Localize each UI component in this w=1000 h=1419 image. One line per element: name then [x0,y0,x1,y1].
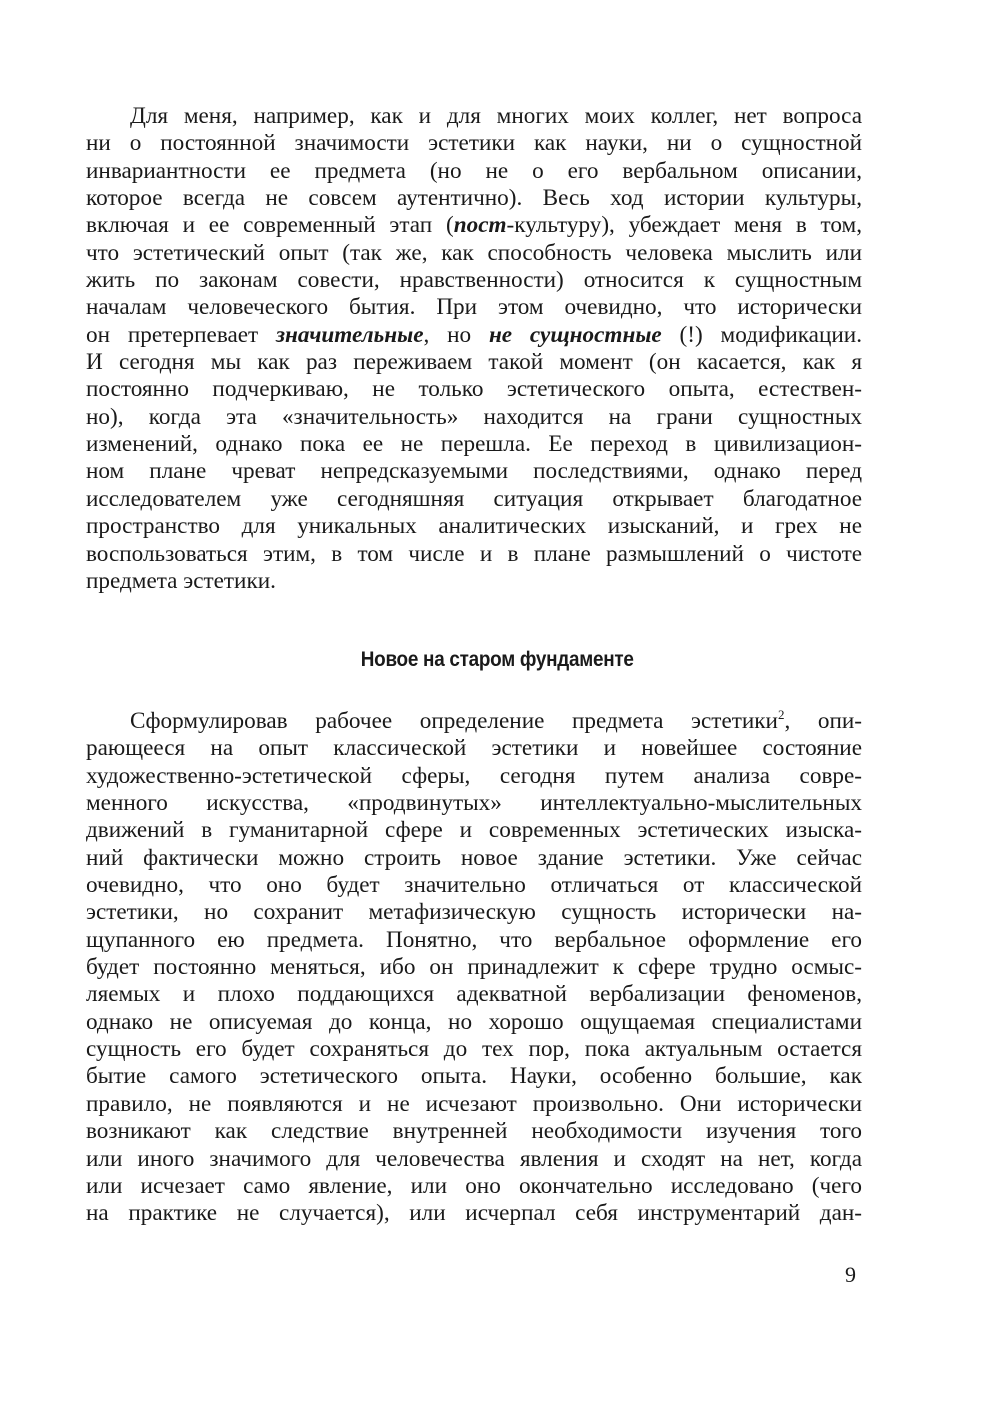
text-line: эстетики, но сохранит метафизическую сущность исторически на- [86,899,862,926]
page-number: 9 [845,1262,856,1287]
text-line: возникают как следствие внутренней необходимости изучения того [86,1118,862,1145]
text-line: правило, не появляются и не исчезают произвольно. Они исторически [86,1090,862,1117]
text-segment: , опи- [784,708,862,734]
text-line: которое всегда не совсем аутентично). Весь ход истории культуры, [86,185,862,212]
text-segment: (!) модификации. [661,321,862,348]
text-segment: он претерпевает [86,321,277,348]
text-segment: Сформулировав рабочее определение предмета эстетики [130,708,778,734]
text-line: ляемых и плохо поддающихся адекватной вербализации феноменов, [86,981,862,1008]
emphasis-text: значительные [276,321,424,348]
emphasis-text: не сущностные [488,321,662,348]
text-segment: -культуру), убеждает меня в том, [506,212,862,239]
text-line [86,708,862,735]
text-line: И сегодня мы как раз переживаем такой момент (он касается, как я [86,349,862,376]
text-line: но), когда эта «значительность» находится на грани сущностных [86,403,862,430]
text-line: Для меня, например, как и для многих моих коллег, нет вопроса [130,103,862,129]
text-line: исследователем уже сегодняшняя ситуация открывает благодатное [86,485,862,512]
text-line: жить по законам совести, нравственности) относится к сущностным [86,267,862,294]
text-line: щупанного ею предмета. Понятно, что вербальное оформление его [86,926,862,953]
paragraph-1 [86,103,862,595]
text-line: воспользоваться этим, в том числе и в плане размышлений о чистоте [86,540,862,567]
text-line: однако не описуемая до конца, но хорошо ощущаемая специалистами [86,1008,862,1035]
emphasis-text: пост [453,212,507,239]
text-line: ни о постоянной значимости эстетики как науки, ни о сущностной [86,130,862,157]
footnote-marker[interactable]: 2 [777,707,785,722]
text-line: предмета эстетики. [86,567,276,594]
text-line: инвариантности ее предмета (но не о его вербальном описании, [86,157,862,184]
text-line: художественно-эстетической сферы, сегодня путем анализа совре- [86,762,862,789]
text-line: очевидно, что оно будет значительно отличаться от классической [86,872,862,899]
text-line: менного искусства, «продвинутых» интеллектуально-мыслительных [86,790,862,817]
text-line: рающееся на опыт классической эстетики и новейшее состояние [86,735,862,762]
text-line [86,212,862,239]
text-line: пространство для уникальных аналитических изысканий, и грех не [86,513,862,540]
text-line: ном плане чреват непредсказуемыми последствиями, однако перед [86,458,862,485]
text-segment: , но [423,321,489,348]
text-line: что эстетический опыт (так же, как способность человека мыслить или [86,239,862,266]
text-line: постоянно подчеркиваю, не только эстетического опыта, естествен- [86,376,862,403]
text-line: движений в гуманитарной сфере и современных эстетических изыска- [86,817,862,844]
text-line: на практике не случается), или исчерпал себя инструментарий дан- [86,1200,862,1227]
text-line: изменений, однако пока ее не перешла. Ее переход в цивилизацион- [86,431,862,458]
section-heading: Новое на старом фундаменте [360,648,634,671]
text-segment: включая и ее современный этап ( [86,212,454,239]
text-line: ний фактически можно строить новое здание эстетики. Уже сейчас [86,844,862,871]
text-line [86,322,862,349]
text-line: сущность его будет сохраняться до тех пор, пока актуальным остается [86,1036,862,1063]
text-line: бытие самого эстетического опыта. Науки, особенно большие, как [86,1063,862,1090]
text-line: или иного значимого для человечества явления и сходят на нет, когда [86,1145,862,1172]
text-line: началам человеческого бытия. При этом очевидно, что исторически [86,294,862,321]
text-line: будет постоянно меняться, ибо он принадлежит к сфере трудно осмыс- [86,954,862,981]
text-line: или исчезает само явление, или оно окончательно исследовано (чего [86,1172,862,1199]
paragraph-2 [86,708,862,1228]
